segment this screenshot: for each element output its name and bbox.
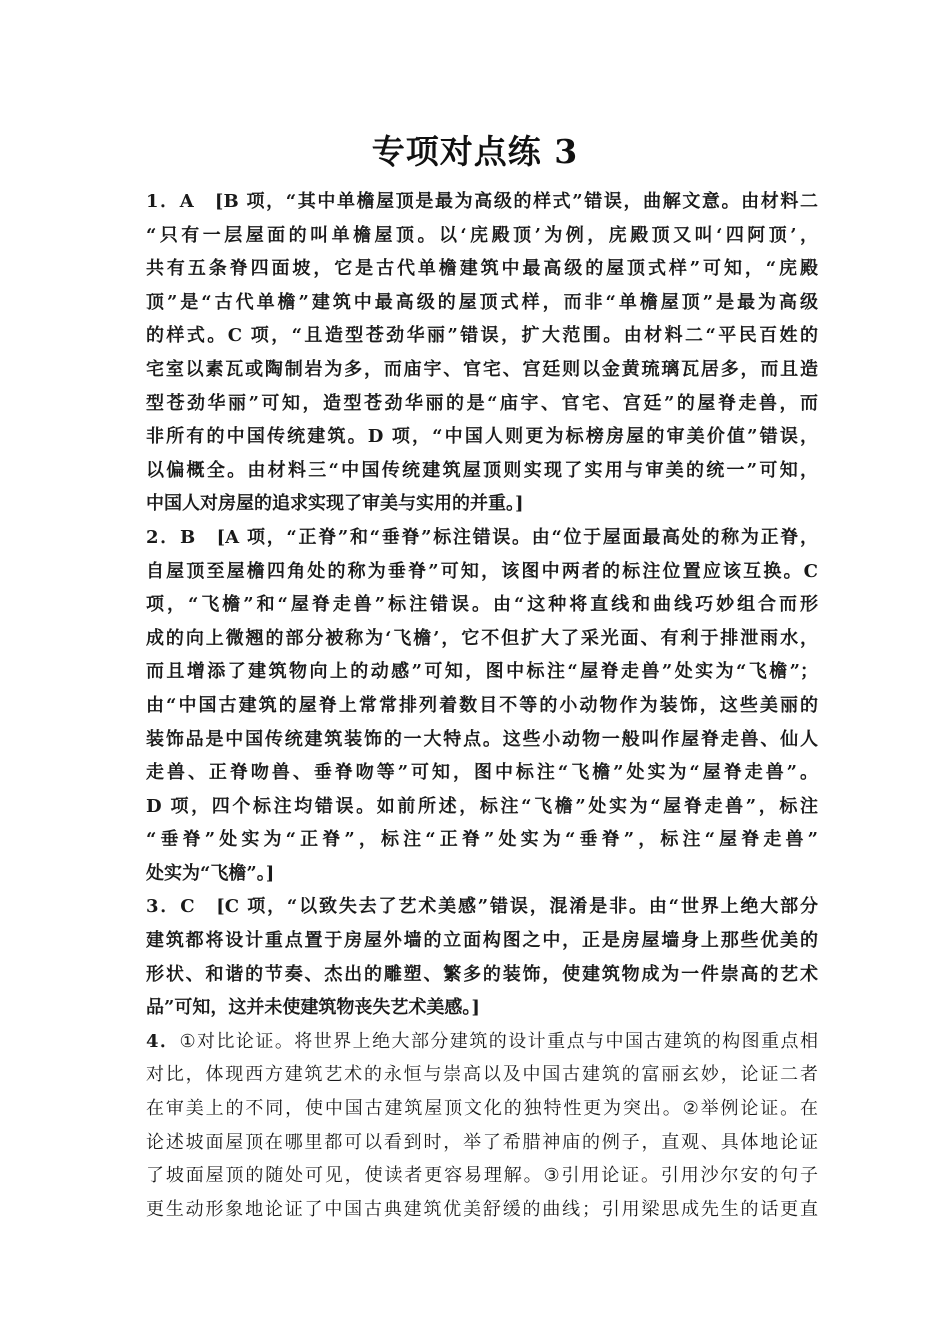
text-line: 非所有的中国传统建筑。D 项，“中国人则更为标榜房屋的审美价值”错误，	[146, 426, 818, 448]
text-line: 1．A [B 项，“其中单檐屋顶是最为高级的样式”错误，曲解文意。由材料二	[146, 191, 818, 212]
text-line: 了坡面屋顶的随处可见，使读者更容易理解。③引用论证。引用沙尔安的句子	[146, 1165, 818, 1187]
text-line: 对比，体现西方建筑艺术的永恒与崇高以及中国古建筑的富丽玄妙，论证二者	[146, 1064, 818, 1086]
text-line: D 项，四个标注均错误。如前所述，标注“飞檐”处实为“屋脊走兽”，标注	[146, 795, 818, 817]
text-line: 中国人对房屋的追求实现了审美与实用的并重。]	[146, 493, 524, 515]
item-number: 4．	[146, 1030, 180, 1052]
text-line: 由“中国古建筑的屋脊上常常排列着数目不等的小动物作为装饰，这些美丽的	[146, 694, 818, 716]
answer-item-2	[146, 521, 818, 891]
text-line: 的样式。C 项，“且造型苍劲华丽”错误，扩大范围。由材料二“平民百姓的	[146, 325, 818, 347]
answer-item-1	[146, 185, 818, 521]
text-line: 型苍劲华丽”可知，造型苍劲华丽的是“庙宇、官宅、宫廷”的屋脊走兽，而	[146, 392, 818, 414]
text-line: 走兽、正脊吻兽、垂脊吻等”可知，图中标注“飞檐”处实为“屋脊走兽”。	[146, 762, 818, 784]
text-line: “只有一层屋面的叫单檐屋顶。以‘庑殿顶’为例，庑殿顶又叫‘四阿顶’，	[146, 224, 818, 246]
text-line: 项，“飞檐”和“屋脊走兽”标注错误。由“这种将直线和曲线巧妙组合而形	[146, 594, 818, 616]
text-line: 形状、和谐的节奏、杰出的雕塑、繁多的装饰，使建筑物成为一件崇高的艺术	[146, 963, 818, 985]
text-line	[146, 1025, 818, 1059]
text-line: 装饰品是中国传统建筑装饰的一大特点。这些小动物一般叫作屋脊走兽、仙人	[146, 728, 818, 750]
text-line: 3．C [C 项，“以致失去了艺术美感”错误，混淆是非。由“世界上绝大部分	[146, 896, 818, 918]
text-line: 以偏概全。由材料三“中国传统建筑屋顶则实现了实用与审美的统一”可知，	[146, 459, 818, 481]
text-line: 成的向上微翘的部分被称为‘飞檐’，它不但扩大了采光面、有利于排泄雨水，	[146, 627, 818, 649]
text-line: 处实为“飞檐”。]	[146, 862, 275, 884]
answer-content	[146, 185, 818, 1226]
text-line: 顶”是“古代单檐”建筑中最高级的屋顶式样，而非“单檐屋顶”是最为高级	[146, 291, 818, 313]
text-line: 更生动形象地论证了中国古典建筑优美舒缓的曲线；引用梁思成先生的话更直	[146, 1198, 818, 1220]
line-text: ①对比论证。将世界上绝大部分建筑的设计重点与中国古建筑的构图重点相	[179, 1030, 818, 1052]
text-line: 建筑都将设计重点置于房屋外墙的立面构图之中，正是房屋墙身上那些优美的	[146, 930, 818, 952]
text-line: 自屋顶至屋檐四角处的称为垂脊”可知，该图中两者的标注位置应该互换。C	[146, 560, 818, 582]
text-line: 共有五条脊四面坡，它是古代单檐建筑中最高级的屋顶式样”可知，“庑殿	[146, 258, 818, 280]
answer-item-4	[146, 1025, 818, 1227]
text-line: “垂脊”处实为“正脊”，标注“正脊”处实为“垂脊”，标注“屋脊走兽”	[146, 829, 818, 851]
answer-item-3	[146, 890, 818, 1024]
text-line: 2．B [A 项，“正脊”和“垂脊”标注错误。由“位于屋面最高处的称为正脊，	[146, 526, 818, 548]
text-line: 在审美上的不同，使中国古建筑屋顶文化的独特性更为突出。②举例论证。在	[146, 1098, 818, 1120]
text-line: 宅室以素瓦或陶制岩为多，而庙宇、官宅、宫廷则以金黄琉璃瓦居多，而且造	[146, 358, 818, 380]
text-line: 品”可知，这并未使建筑物丧失艺术美感。]	[146, 997, 480, 1019]
text-line: 论述坡面屋顶在哪里都可以看到时，举了希腊神庙的例子，直观、具体地论证	[146, 1131, 818, 1153]
text-line: 而且增添了建筑物向上的动感”可知，图中标注“屋脊走兽”处实为“飞檐”；	[146, 661, 818, 683]
page-title: 专项对点练 3	[371, 132, 579, 171]
